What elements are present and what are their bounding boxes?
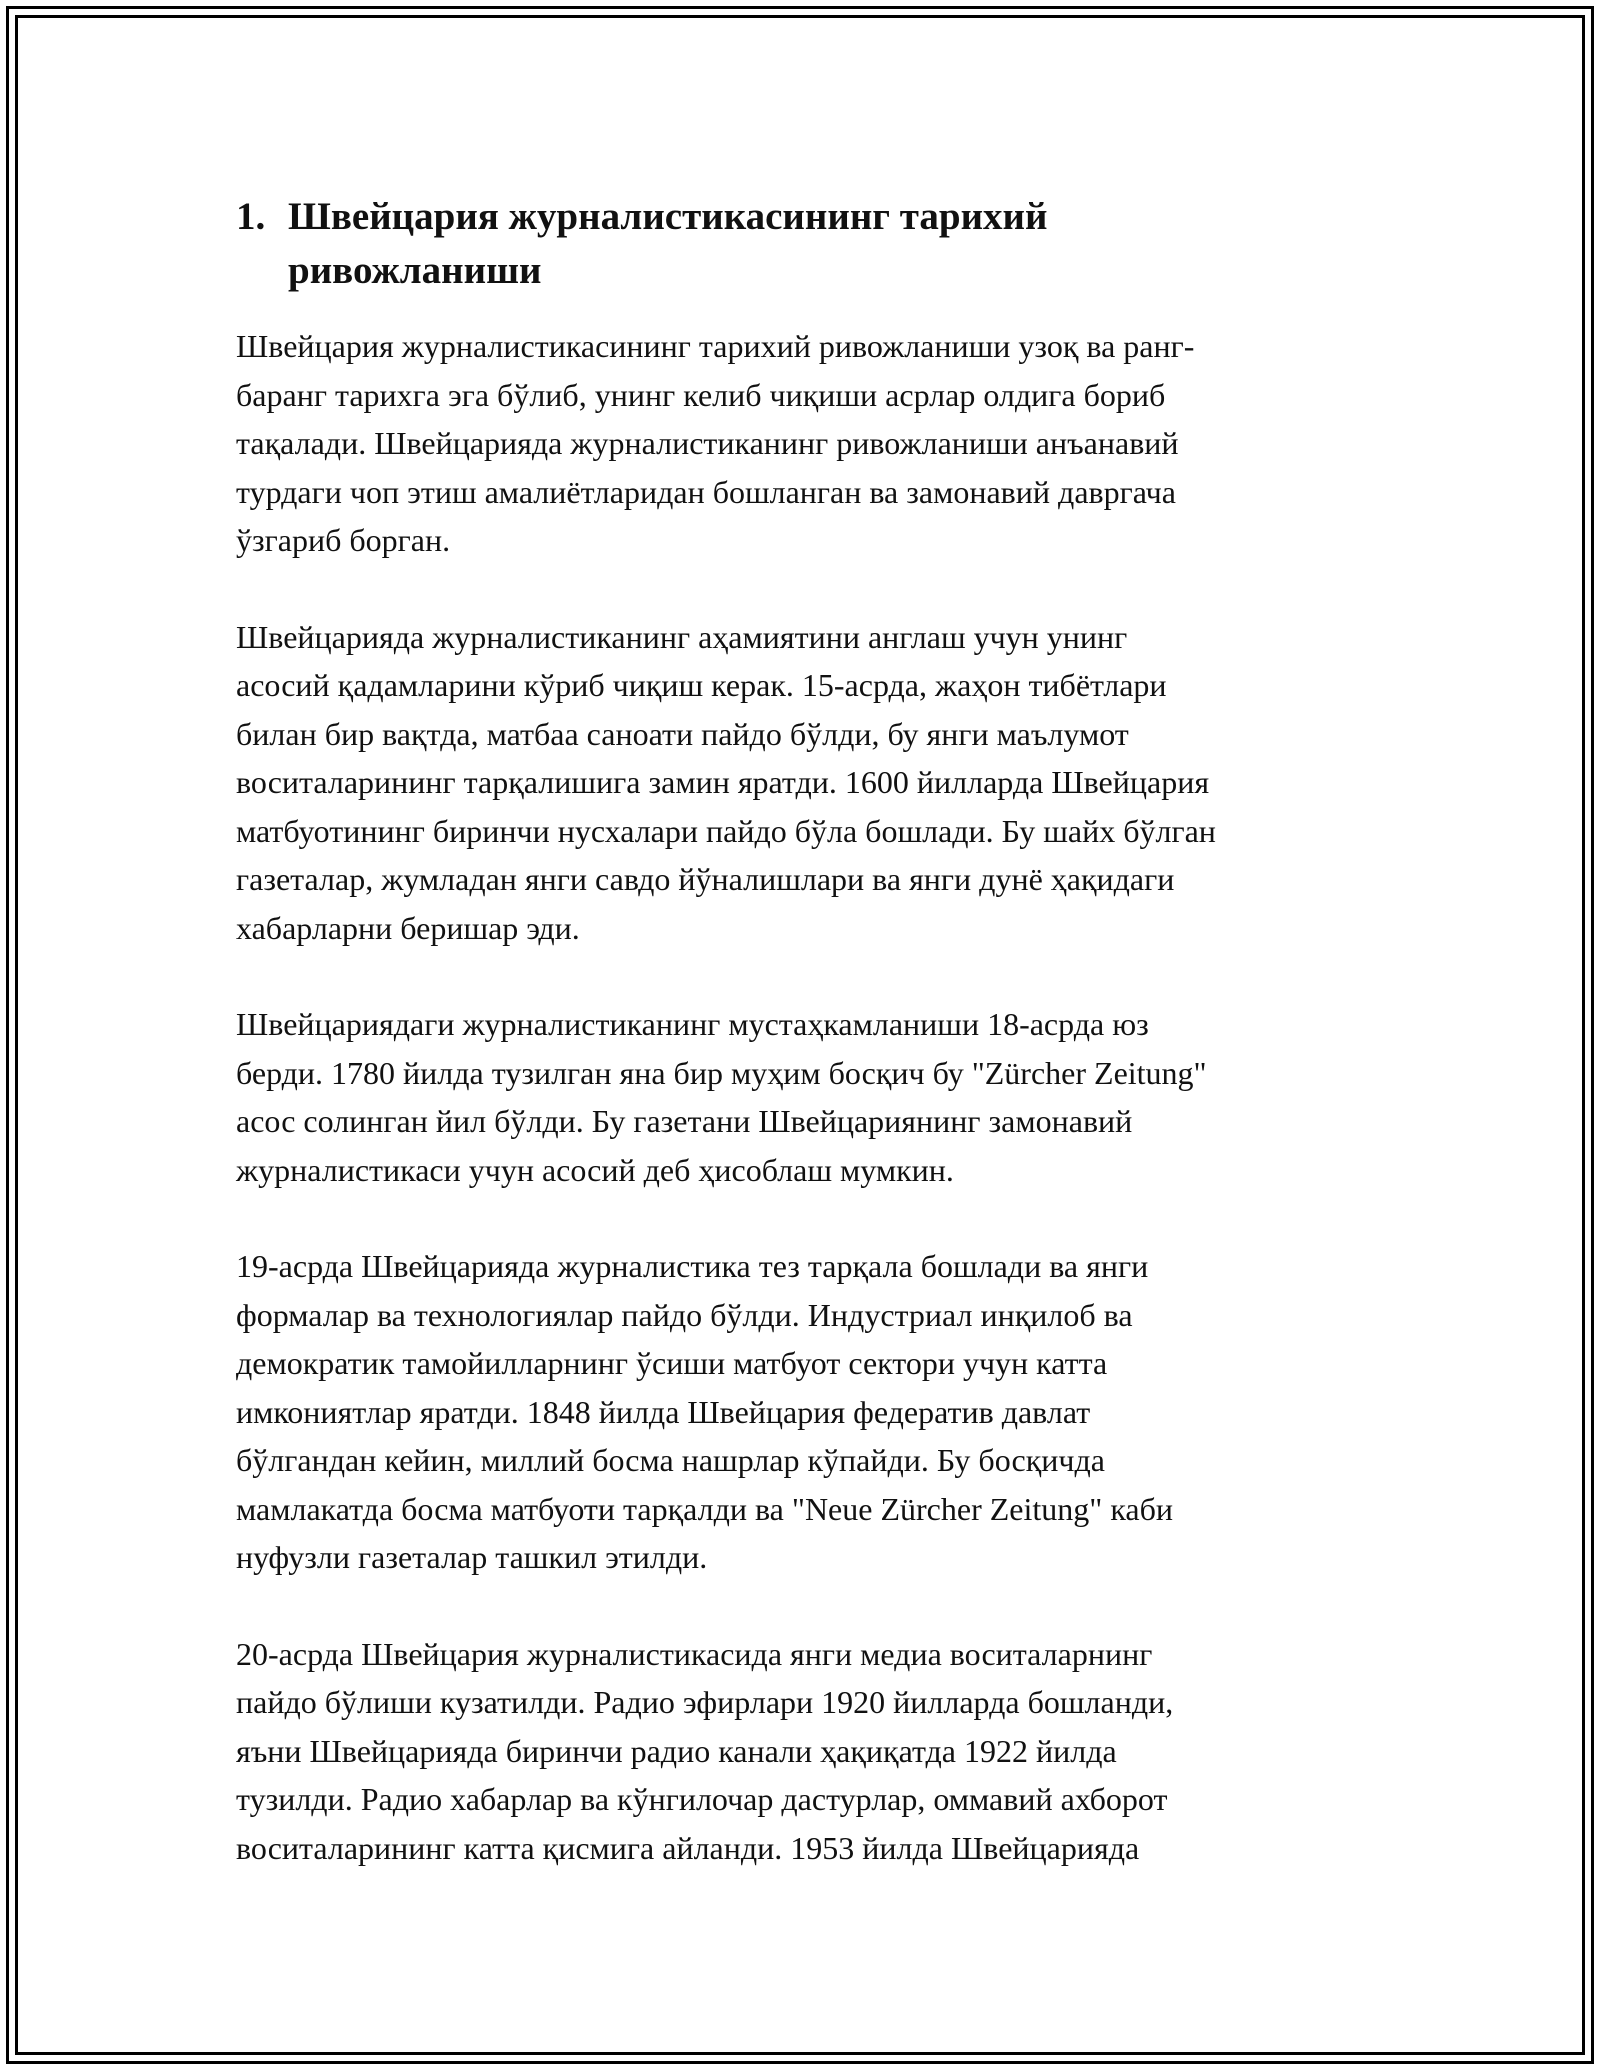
paragraph-3: Швейцариядаги журналистиканинг мустаҳкамланиши 18-асрда юз берди. 1780 йилда тузилган яна бир муҳим босқич бу "Zürcher Zeitung" асос солинган йил бўлди. Бу газетани Швейцариянинг замонавий журналистикаси учун асосий деб ҳисоблаш мумкин. <box>236 1006 1207 1188</box>
section-heading <box>236 190 1136 298</box>
paragraph-2: Швейцарияда журналистиканинг аҳамиятини англаш учун унинг асосий қадамларини кўриб чиқиш керак. 15-асрда, жаҳон тибётлари билан бир вақтда, матбаа саноати пайдо бўлди, бу янги маълумот воситаларининг тарқалишига замин яратди. 1600 йилларда Швейцария матбуотининг биринчи нусхалари пайдо бўла бошлади. Бу шайх бўлган газеталар, жумладан янги савдо йўналишлари ва янги дунё ҳақидаги хабарларни беришар эди. <box>236 618 1216 946</box>
section-number: 1. <box>236 195 266 238</box>
paragraph-4: 19-асрда Швейцарияда журналистика тез тарқала бошлади ва янги формалар ва технологиялар пайдо бўлди. Индустриал инқилоб ва демократик тамойилларнинг ўсиши матбуот сектори учун катта имкониятлар яратди. 1848 йилда Швейцария федератив давлат бўлгандан кейин, миллий босма нашрлар кўпайди. Бу босқичда мамлакатда босма матбуоти тарқалди ва "Neue Zürcher Zeitung" каби нуфузли газеталар ташкил этилди. <box>236 1248 1173 1575</box>
document-body <box>236 190 1381 1920</box>
section-title: Швейцария журналистикасининг тарихий ривожланиши <box>288 195 1048 292</box>
paragraph-5: 20-асрда Швейцария журналистикасида янги медиа воситаларнинг пайдо бўлиши кузатилди. Радио эфирлари 1920 йилларда бошланди, яъни Швейцарияда биринчи радио канали ҳақиқатда 1922 йилда тузилди. Радио хабарлар ва кўнгилочар дастурлар, оммавий ахборот воситаларининг катта қисмига айланди. 1953 йилда Швейцарияда <box>236 1635 1174 1866</box>
paragraph-1: Швейцария журналистикасининг тарихий ривожланиши узоқ ва ранг- баранг тарихга эга бўлиб, унинг келиб чиқиши асрлар олдига бориб тақалади. Швейцарияда журналистиканинг ривожланиши анъанавий турдаги чоп этиш амалиётларидан бошланган ва замонавий давргача ўзгариб борган. <box>236 328 1195 558</box>
